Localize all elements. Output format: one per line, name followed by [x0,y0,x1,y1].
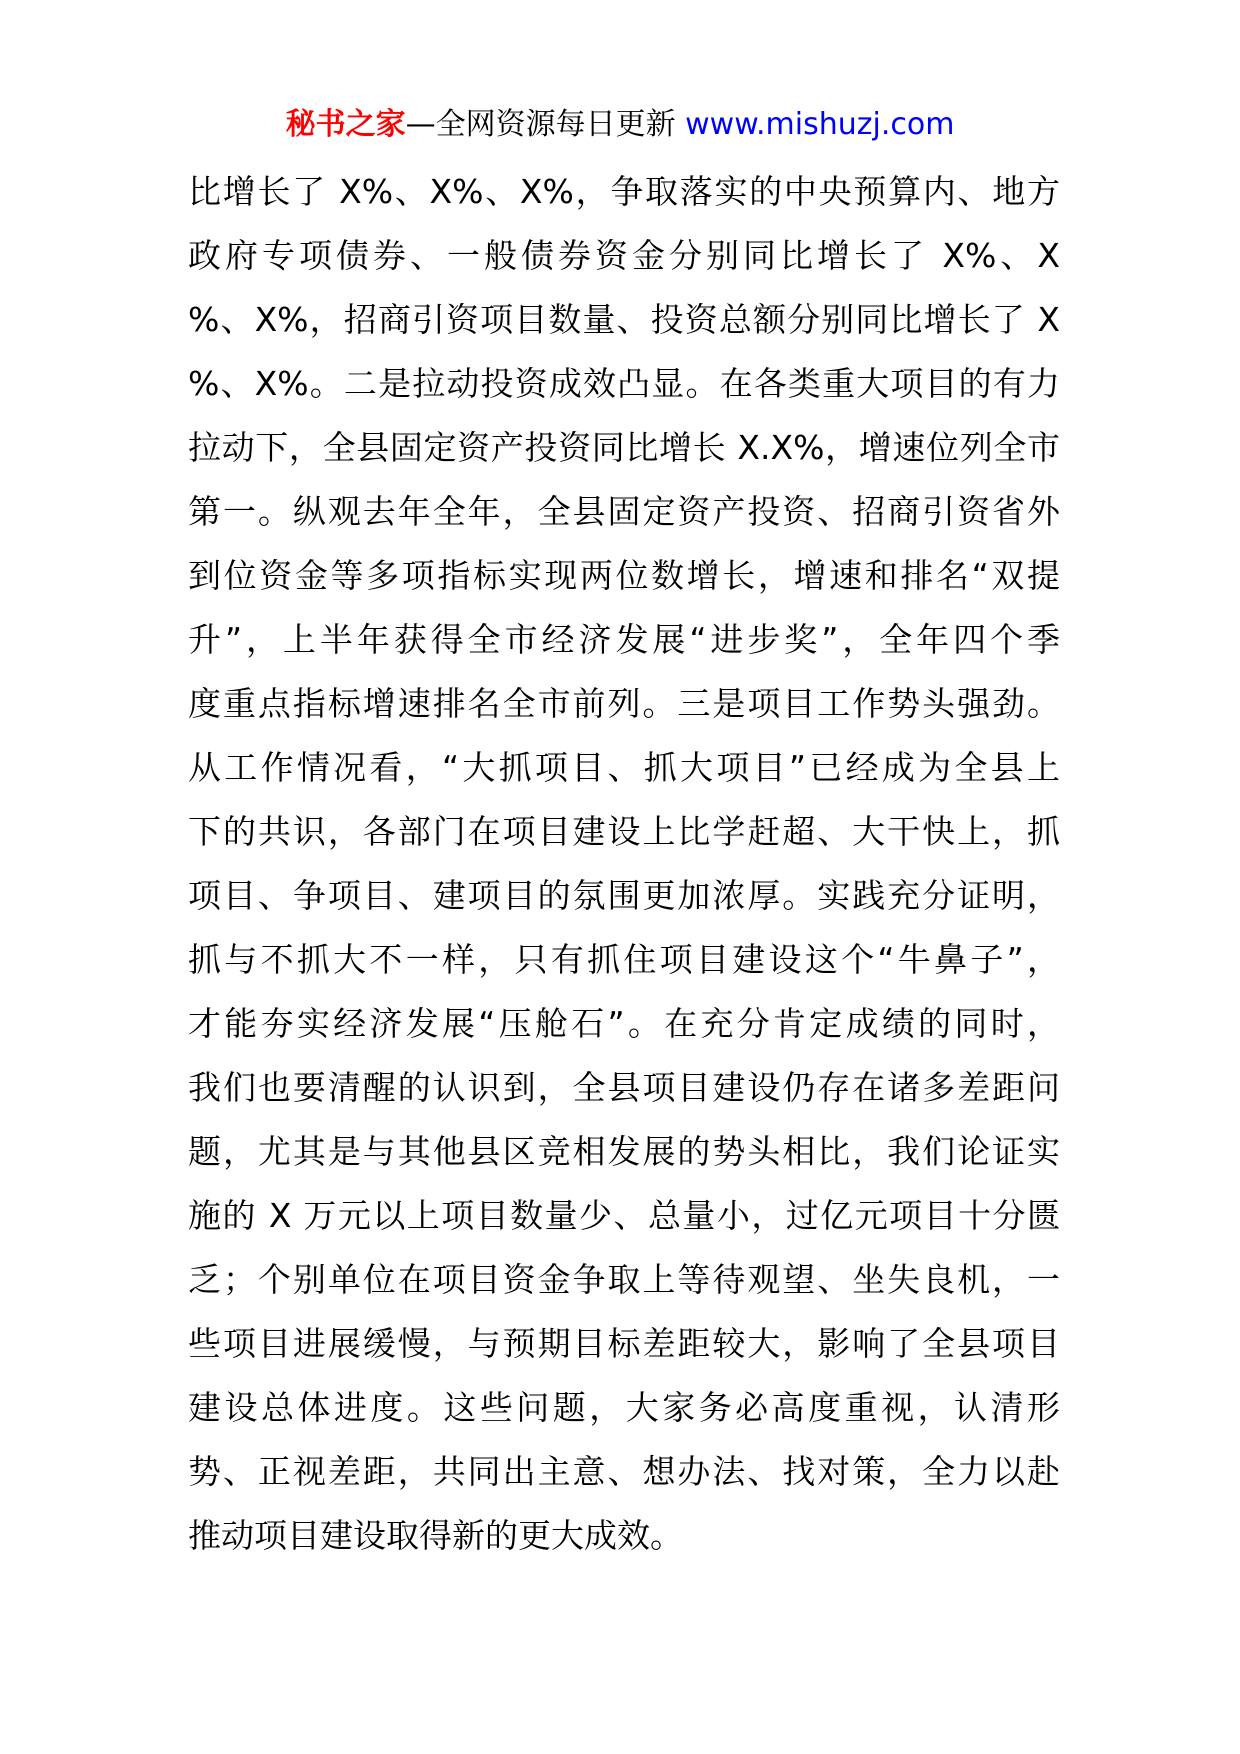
text-line: 项目、争项目、建项目的氛围更加浓厚。实践充分证明， [188,876,1060,915]
text-line: 升”，上半年获得全市经济发展“进步奖”，全年四个季 [188,620,1060,659]
text-line: 施的 X 万元以上项目数量少、总量小，过亿元项目十分匮 [188,1196,1060,1235]
text-line: %、X%，招商引资项目数量、投资总额分别同比增长了 X [188,300,1060,339]
site-tagline: —全网资源每日更新 [405,107,686,142]
text-line: 从工作情况看，“大抓项目、抓大项目”已经成为全县上 [188,748,1060,787]
text-line: 政府专项债券、一般债券资金分别同比增长了 X%、X [188,236,1060,275]
text-line: 第一。纵观去年全年，全县固定资产投资、招商引资省外 [188,492,1060,531]
site-brand: 秘书之家 [285,107,406,142]
text-line: 推动项目建设取得新的更大成效。 [188,1516,683,1555]
text-line: %、X%。二是拉动投资成效凸显。在各类重大项目的有力 [188,364,1060,403]
text-line: 我们也要清醒的认识到，全县项目建设仍存在诸多差距问 [188,1068,1060,1107]
text-line: 题，尤其是与其他县区竞相发展的势头相比，我们论证实 [188,1132,1060,1171]
text-line: 才能夯实经济发展“压舱石”。在充分肯定成绩的同时， [188,1004,1060,1043]
text-line: 比增长了 X%、X%、X%，争取落实的中央预算内、地方 [188,172,1060,211]
site-url-link[interactable]: www.mishuzj.com [685,107,955,142]
text-line: 些项目进展缓慢，与预期目标差距较大，影响了全县项目 [188,1324,1060,1363]
document-body [188,160,1060,1568]
text-line: 拉动下，全县固定资产投资同比增长 X.X%，增速位列全市 [188,428,1060,467]
text-line: 乏；个别单位在项目资金争取上等待观望、坐失良机，一 [188,1260,1060,1299]
text-line: 下的共识，各部门在项目建设上比学赶超、大干快上，抓 [188,812,1060,851]
text-line: 度重点指标增速排名全市前列。三是项目工作势头强劲。 [188,684,1060,723]
text-line: 到位资金等多项指标实现两位数增长，增速和排名“双提 [188,556,1060,595]
text-line: 抓与不抓大不一样，只有抓住项目建设这个“牛鼻子”， [188,940,1060,979]
text-line: 建设总体进度。这些问题，大家务必高度重视，认清形 [188,1388,1060,1427]
page-header [0,100,1240,150]
text-line: 势、正视差距，共同出主意、想办法、找对策，全力以赴 [188,1452,1060,1491]
